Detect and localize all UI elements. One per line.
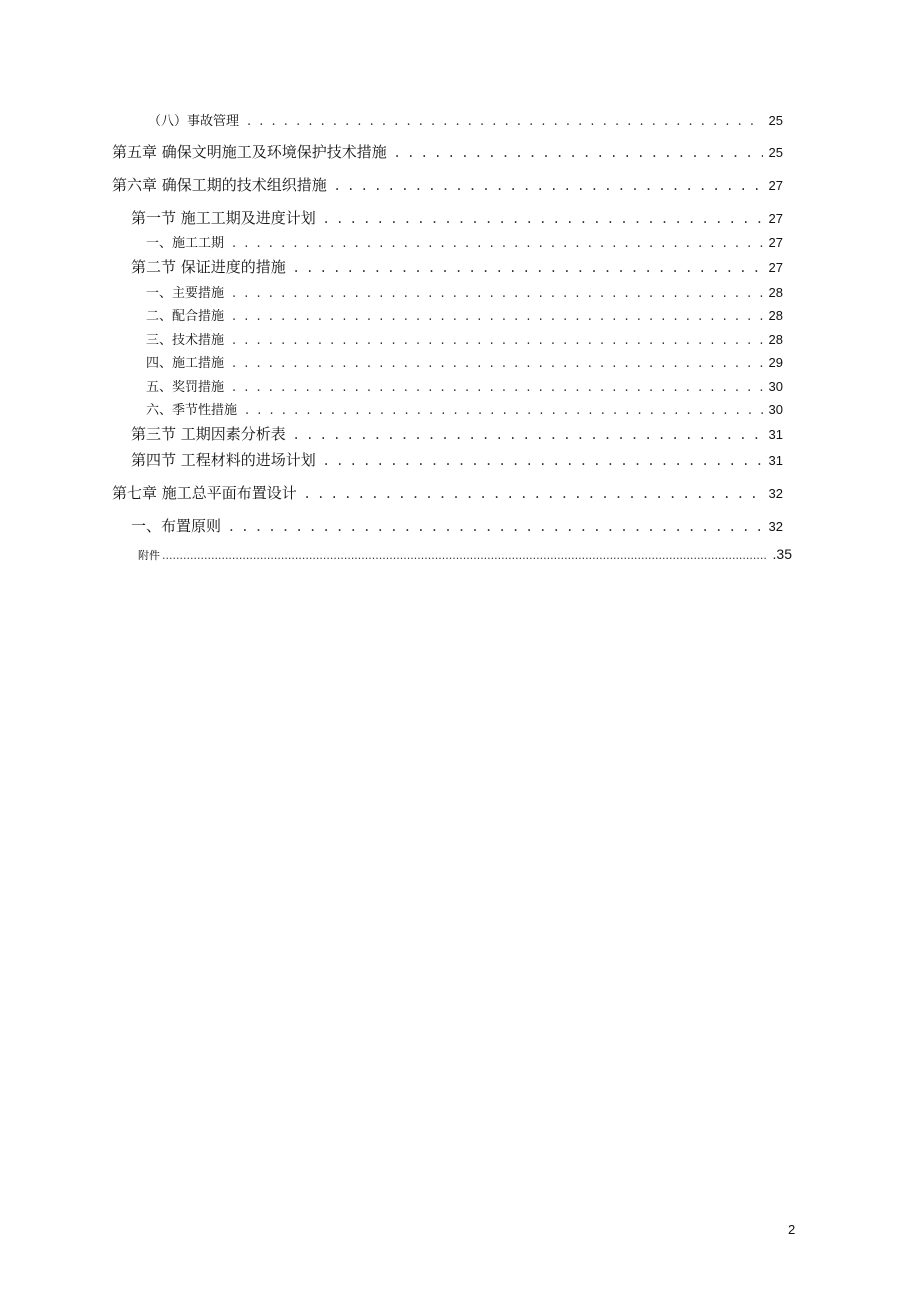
- toc-entry-page: 32: [768, 486, 783, 501]
- toc-leader-dots: [324, 453, 763, 468]
- toc-entry-page: .35: [772, 546, 792, 562]
- toc-entry-title: 六、季节性措施: [146, 403, 238, 418]
- toc-entry-page: 32: [768, 519, 783, 534]
- toc-entry: [131, 519, 783, 534]
- toc-entry-title: 第二节 保证进度的措施: [131, 258, 286, 276]
- toc-leader-dots: [335, 178, 763, 193]
- toc-entry-title: 第七章 施工总平面布置设计: [112, 484, 297, 502]
- toc-entry: [131, 211, 783, 226]
- toc-entry: [138, 547, 792, 561]
- toc-entry: [112, 178, 783, 193]
- toc-leader-dots: [229, 519, 763, 534]
- toc-leader-dots: [232, 287, 763, 300]
- toc-entry-title: 附件: [138, 549, 160, 562]
- toc-leader-dots: [245, 404, 763, 417]
- toc-entry: [146, 333, 783, 347]
- toc-entry-title: 第一节 施工工期及进度计划: [131, 209, 316, 227]
- toc-entry-title: 四、施工措施: [146, 356, 225, 371]
- toc-entry-page: 31: [768, 427, 783, 442]
- toc-leader-dots: [162, 550, 767, 561]
- toc-entry-page: 28: [768, 308, 783, 323]
- toc-leader-dots: [232, 237, 763, 250]
- toc-entry-title: 一、主要措施: [146, 286, 225, 301]
- toc-entry: [146, 309, 783, 323]
- toc-entry: [131, 260, 783, 275]
- toc-entry-page: 25: [768, 145, 783, 160]
- toc-entry-page: 30: [768, 379, 783, 394]
- toc-entry: [146, 286, 783, 300]
- toc-leader-dots: [232, 381, 763, 394]
- toc-entry: [146, 403, 783, 417]
- toc-entry-page: 27: [768, 260, 783, 275]
- toc-entry-title: 五、奖罚措施: [146, 380, 225, 395]
- toc-leader-dots: [294, 427, 763, 442]
- toc-entry-page: 27: [768, 211, 783, 226]
- toc-entry: [146, 236, 783, 250]
- toc-entry-page: 27: [768, 235, 783, 250]
- toc-leader-dots: [294, 260, 763, 275]
- toc-leader-dots: [305, 486, 763, 501]
- toc-entry-title: 第五章 确保文明施工及环境保护技术措施: [112, 143, 387, 161]
- toc-leader-dots: [232, 334, 763, 347]
- toc-entry-title: 第四节 工程材料的进场计划: [131, 451, 316, 469]
- toc-entry-page: 27: [768, 178, 783, 193]
- toc-leader-dots: [247, 115, 763, 128]
- toc-leader-dots: [395, 145, 763, 160]
- toc-entry-title: （八）事故管理: [148, 114, 240, 129]
- toc-leader-dots: [232, 310, 763, 323]
- toc-entry-title: 一、施工工期: [146, 236, 225, 251]
- toc-entry-title: 三、技术措施: [146, 333, 225, 348]
- toc-leader-dots: [232, 357, 763, 370]
- toc-entry-title: 第三节 工期因素分析表: [131, 425, 286, 443]
- page-number: 2: [788, 1222, 796, 1237]
- toc-entry: [131, 427, 783, 442]
- toc-entry-page: 28: [768, 285, 783, 300]
- toc-entry: [148, 114, 783, 128]
- toc-entry: [146, 356, 783, 370]
- toc-entry-page: 25: [768, 113, 783, 128]
- toc-entry-page: 29: [768, 355, 783, 370]
- toc-entry: [131, 453, 783, 468]
- toc-entry-page: 28: [768, 332, 783, 347]
- toc-entry: [112, 145, 783, 160]
- toc-entry-page: 31: [768, 453, 783, 468]
- toc-entry: [112, 486, 783, 501]
- toc-entry-page: 30: [768, 402, 783, 417]
- toc-leader-dots: [324, 211, 763, 226]
- toc-entry-title: 一、布置原则: [131, 517, 222, 535]
- toc-entry-title: 二、配合措施: [146, 309, 225, 324]
- toc-entry-title: 第六章 确保工期的技术组织措施: [112, 176, 327, 194]
- toc-entry: [146, 380, 783, 394]
